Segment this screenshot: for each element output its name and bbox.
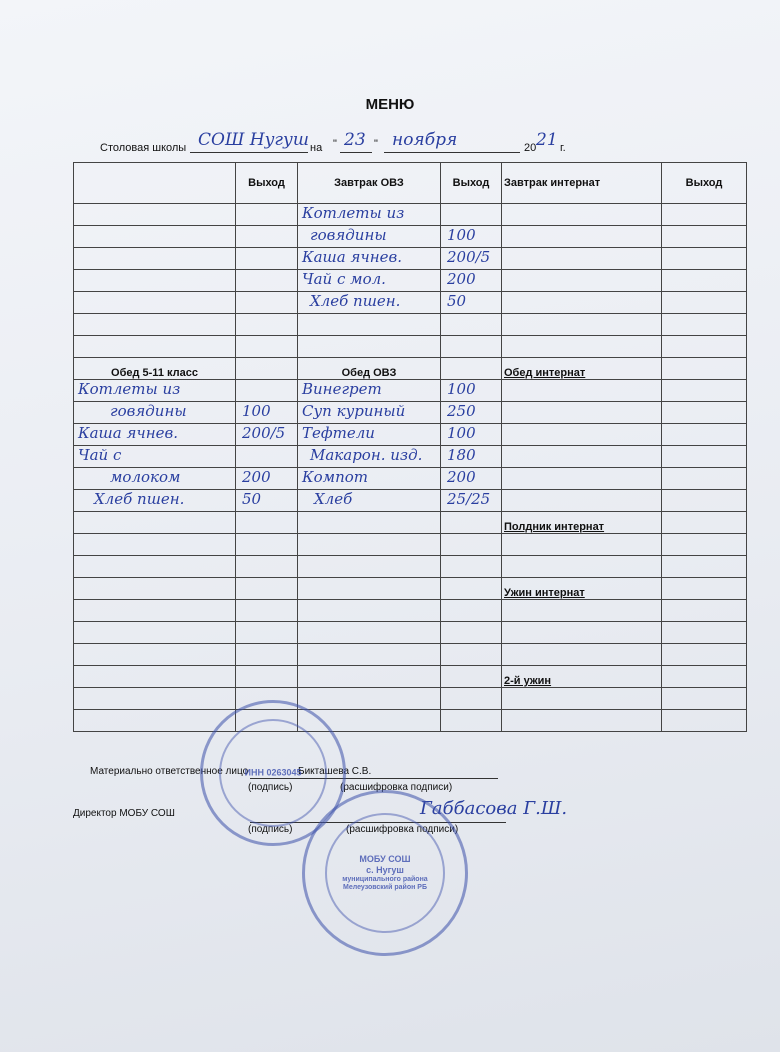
table-row [74, 556, 747, 578]
round-stamp-2 [302, 790, 468, 956]
responsible-label: Материально ответственное лицо [90, 766, 249, 777]
quote-open: " [333, 138, 337, 150]
lunch-dish-2: Винегрет [302, 380, 382, 398]
snack-internat-label: Полдник интернат [502, 512, 662, 534]
lunch-dish-1: Котлеты из [78, 380, 181, 398]
lunch-out-2: 250 [447, 402, 476, 420]
col-header-breakfast-ovz: Завтрак ОВЗ [298, 163, 441, 204]
canteen-line [100, 132, 580, 154]
responsible-name: Бикташева С.В. [298, 766, 372, 777]
lunch-dish-1: Каша ячнев. [78, 424, 178, 442]
day-value: 23 [344, 130, 366, 150]
table-row [74, 622, 747, 644]
lunch-5-11-label: Обед 5-11 класс [74, 358, 236, 380]
director-name: Габбасова Г.Ш. [420, 798, 568, 819]
table-row [74, 424, 747, 446]
table-row [74, 490, 747, 512]
table-row [74, 380, 747, 402]
second-dinner-label: 2-й ужин [502, 666, 662, 688]
lunch-out-1: 50 [242, 490, 262, 508]
lunch-dish-2: Тефтели [302, 424, 375, 442]
table-row [74, 292, 747, 314]
table-row [74, 578, 747, 600]
lunch-ovz-label: Обед ОВЗ [298, 358, 441, 380]
page-title: МЕНЮ [365, 96, 415, 113]
table-row [74, 600, 747, 622]
signature-caption: (подпись) [248, 782, 293, 793]
lunch-internat-label: Обед интернат [502, 358, 662, 380]
lunch-section-row [74, 358, 747, 380]
lunch-out-2: 200 [447, 468, 476, 486]
month-value: ноября [392, 130, 458, 150]
col-header-dish [74, 163, 236, 204]
col-header-breakfast-internat: Завтрак интернат [502, 163, 662, 204]
lunch-out-2: 100 [447, 380, 476, 398]
lunch-dish-1: молоком [110, 468, 181, 486]
table-row [74, 534, 747, 556]
col-header-out-1: Выход [236, 163, 298, 204]
lunch-out-1: 100 [242, 402, 271, 420]
table-row [74, 336, 747, 358]
lunch-out-2: 100 [447, 424, 476, 442]
school-name: СОШ Нугуш [198, 130, 309, 150]
lunch-out-2: 25/25 [447, 490, 491, 508]
table-row [74, 314, 747, 336]
breakfast-dish: Каша ячнев. [302, 248, 402, 266]
col-header-out-2: Выход [441, 163, 502, 204]
lunch-dish-2: Макарон. изд. [310, 446, 423, 464]
canteen-label: Столовая школы [100, 142, 187, 154]
table-row [74, 226, 747, 248]
lunch-out-2: 180 [447, 446, 476, 464]
lunch-dish-2: Хлеб [314, 490, 353, 508]
lunch-dish-1: Чай с [78, 446, 122, 464]
stamp-2-line-1: МОБУ СОШ [359, 853, 411, 864]
table-row [74, 270, 747, 292]
lunch-dish-1: Хлеб пшен. [94, 490, 185, 508]
year-prefix: 20 [524, 142, 537, 154]
table-row [74, 710, 747, 732]
stamp-2-center [305, 854, 465, 892]
stamp-2-line-2: с. Нугуш [366, 864, 404, 875]
lunch-out-1: 200/5 [242, 424, 286, 442]
breakfast-out: 200 [447, 270, 476, 288]
decode-caption: (расшифровка подписи) [340, 782, 453, 793]
table-row [74, 468, 747, 490]
dinner-internat-label: Ужин интернат [502, 578, 662, 600]
table-row [74, 644, 747, 666]
stamp-2-line-3: муниципального района [342, 875, 428, 883]
stamp-2-line-4: Мелеузовский район РБ [343, 883, 427, 891]
lunch-dish-2: Суп куриный [302, 402, 406, 420]
director-decode-caption: (расшифровка подписи) [346, 824, 459, 835]
table-row [74, 666, 747, 688]
breakfast-dish: Котлеты из [302, 204, 405, 222]
col-header-out-3: Выход [662, 163, 747, 204]
table-header-row [74, 163, 747, 204]
year-value: 21 [536, 130, 558, 150]
breakfast-dish: говядины [310, 226, 387, 244]
table-row [74, 512, 747, 534]
table-row [74, 204, 747, 226]
table-row [74, 402, 747, 424]
quote-close: " [374, 138, 378, 150]
lunch-dish-1: говядины [110, 402, 187, 420]
table-row [74, 446, 747, 468]
breakfast-out: 100 [447, 226, 476, 244]
stamp-1-text: ИНН 0263045 [244, 767, 302, 778]
breakfast-dish: Чай с мол. [302, 270, 386, 288]
lunch-dish-2: Компот [302, 468, 368, 486]
lunch-out-1: 200 [242, 468, 271, 486]
director-label: Директор МОБУ СОШ [73, 808, 175, 819]
breakfast-dish: Хлеб пшен. [310, 292, 401, 310]
breakfast-out: 50 [447, 292, 467, 310]
year-suffix: г. [560, 142, 566, 154]
director-signature-caption: (подпись) [248, 824, 293, 835]
breakfast-out: 200/5 [447, 248, 491, 266]
table-row [74, 688, 747, 710]
menu-table [73, 162, 747, 732]
on-label: на [310, 142, 323, 154]
table-row [74, 248, 747, 270]
